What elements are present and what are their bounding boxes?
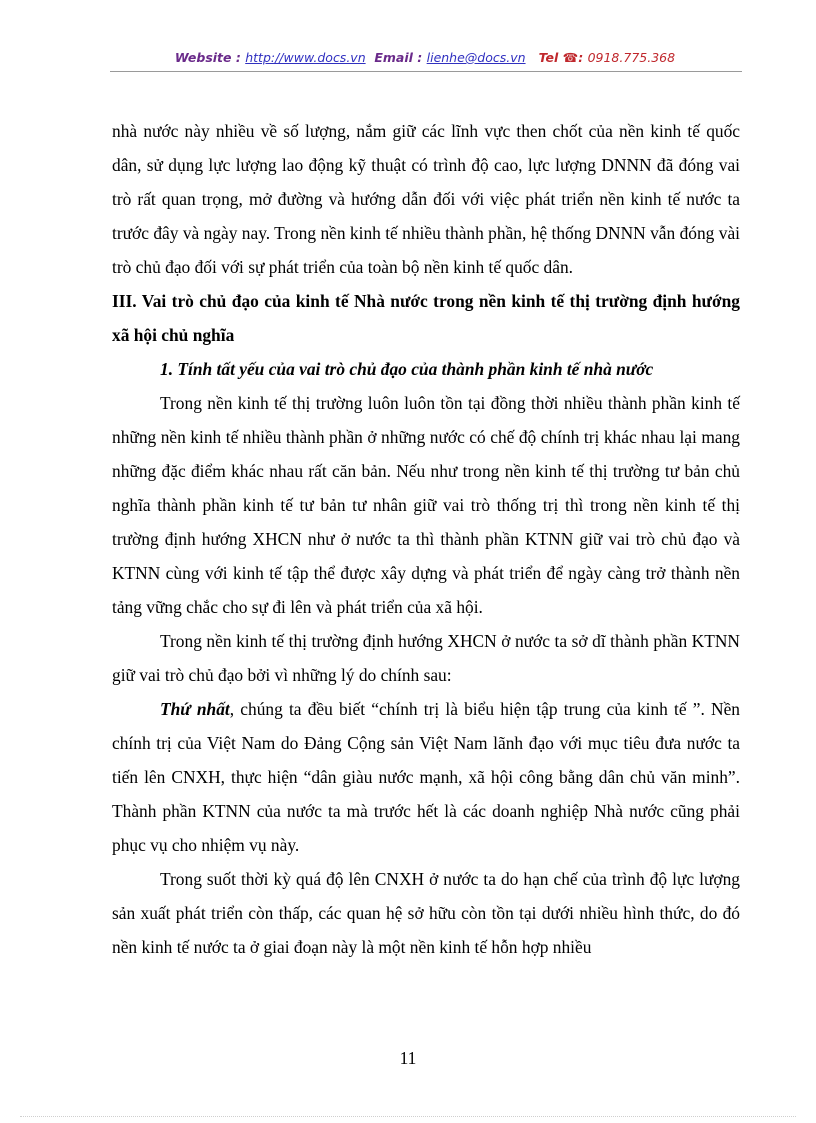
document-body [112, 114, 740, 964]
page-bottom-border [20, 1116, 796, 1117]
tel-label: Tel ☎: [538, 50, 588, 65]
page-number: 11 [399, 1048, 417, 1068]
page-header [110, 50, 740, 65]
paragraph-4-text: , chúng ta đều biết “chính trị là biểu hiện tập trung của kinh tế ”. Nền chính trị của Việt Nam do Đảng Cộng sản Việt Nam lãnh đạo với mục tiêu đưa nước ta tiến lên CNXH, thực hiện “dân giàu nước mạnh, xã hội công bằng dân chủ văn minh”. Thành phần KTNN của nước ta mà trước hết là các doanh nghiệp Nhà nước cũng phải phục vụ cho nhiệm vụ này. [112, 699, 740, 855]
tel-value: 0918.775.368 [587, 50, 676, 65]
paragraph-1: nhà nước này nhiều về số lượng, nắm giữ các lĩnh vực then chốt của nền kinh tế quốc dân, sử dụng lực lượng lao động kỹ thuật có trình độ cao, lực lượng DNNN đã đóng vai trò rất quan trọng, mở đường và hướng dẫn đối với việc phát triển nền kinh tế nước ta trước đây và ngày nay. Trong nền kinh tế nhiều thành phần, hệ thống DNNN vẫn đóng vài trò chủ đạo đối với sự phát triển của toàn bộ nền kinh tế quốc dân. [112, 121, 740, 277]
paragraph-4 [112, 692, 740, 862]
header-divider [110, 71, 742, 72]
paragraph-5: Trong suốt thời kỳ quá độ lên CNXH ở nước ta do hạn chế của trình độ lực lượng sản xuất phát triển còn thấp, các quan hệ sở hữu còn tồn tại dưới nhiều hình thức, do đó nền kinh tế nước ta ở giai đoạn này là một nền kinh tế hỗn hợp nhiều [112, 869, 740, 957]
email-separator: : [412, 50, 427, 65]
paragraph-4-lead: Thứ nhất [160, 699, 230, 719]
subsection-heading-1: 1. Tính tất yếu của vai trò chủ đạo của thành phần kinh tế nhà nước [160, 359, 654, 379]
email-link[interactable]: lienhe@docs.vn [426, 50, 526, 65]
section-heading-iii: III. Vai trò chủ đạo của kinh tế Nhà nước trong nền kinh tế thị trường định hướng xã hội chủ nghĩa [112, 291, 740, 345]
paragraph-2: Trong nền kinh tế thị trường luôn luôn tồn tại đồng thời nhiều thành phần kinh tế những nền kinh tế nhiều thành phần ở những nước có chế độ chính trị khác nhau lại mang những đặc điểm khác nhau rất căn bản. Nếu như trong nền kinh tế thị trường tư bản chủ nghĩa thành phần kinh tế tư bản tư nhân giữ vai trò thống trị thì trong nền kinh tế thị trường định hướng XHCN như ở nước ta thì thành phần KTNN giữ vai trò chủ đạo và KTNN cùng với kinh tế tập thể được xây dựng và phát triển để ngày càng trở thành nền tảng vững chắc cho sự đi lên và phát triển của xã hội. [112, 393, 740, 617]
website-label: Website : [174, 50, 246, 65]
paragraph-3: Trong nền kinh tế thị trường định hướng XHCN ở nước ta sở dĩ thành phần KTNN giữ vai trò chủ đạo bởi vì những lý do chính sau: [112, 631, 740, 685]
email-label: Email [374, 50, 413, 65]
website-link[interactable]: http://www.docs.vn [245, 50, 366, 65]
